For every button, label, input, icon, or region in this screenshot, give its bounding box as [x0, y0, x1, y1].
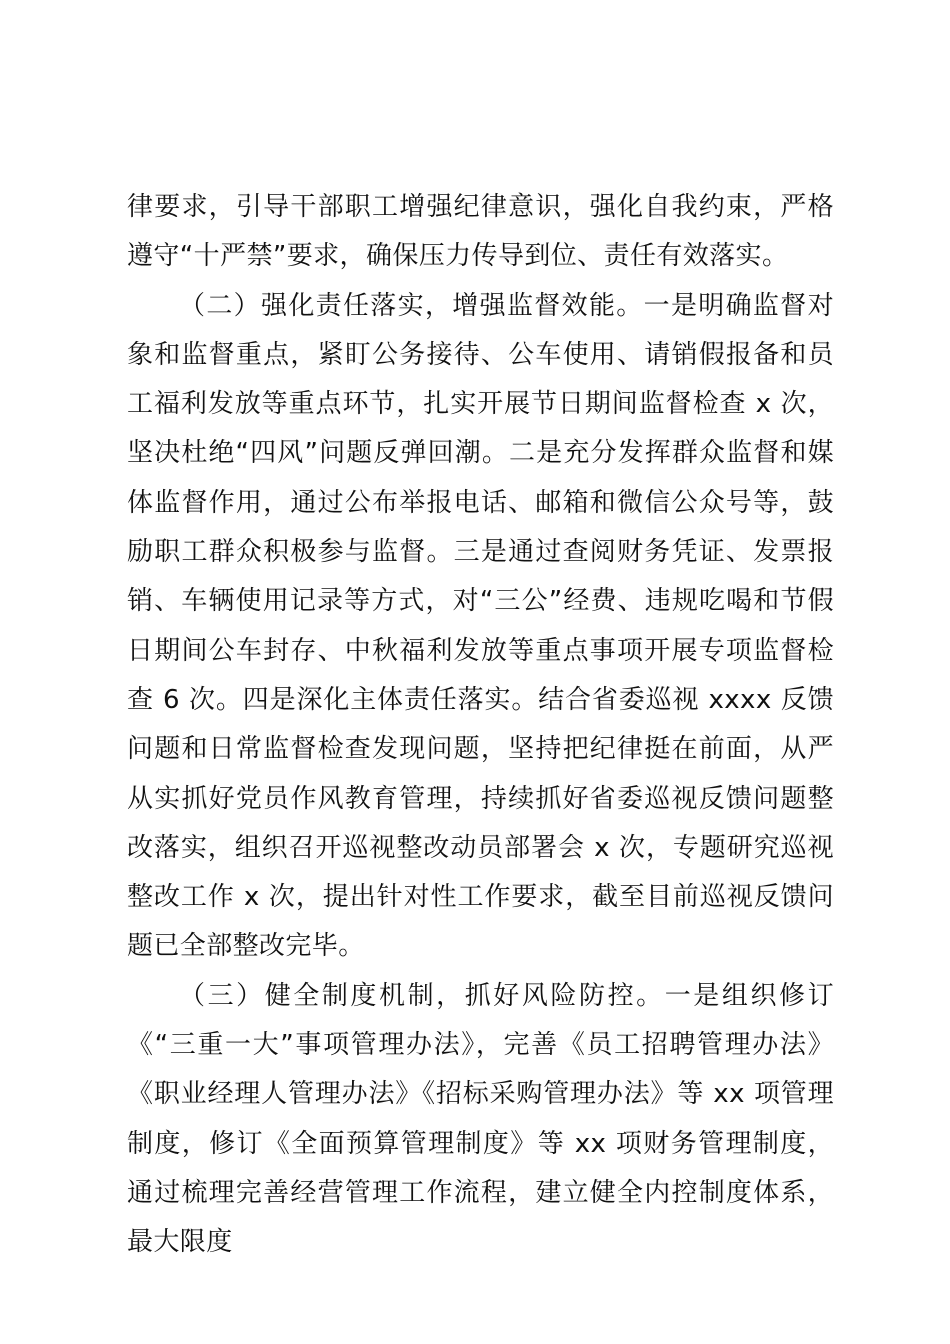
paragraph-section-two: （二）强化责任落实，增强监督效能。一是明确监督对象和监督重点，紧盯公务接待、公车使用、请销假报备和员工福利发放等重点环节，扎实开展节日期间监督检查 x 次，坚决杜绝“四风”问题反弹回潮。二是充分发挥群众监督和媒体监督作用，通过公布举报电话、邮箱和微信公众号等，鼓励职工群众积极参与监督。三是通过查阅财务凭证、发票报销、车辆使用记录等方式，对“三公”经费、违规吃喝和节假日期间公车封存、中秋福利发放等重点事项开展专项监督检查 6 次。四是深化主体责任落实。结合省委巡视 xxxx 反馈问题和日常监督检查发现问题，坚持把纪律挺在前面，从严从实抓好党员作风教育管理，持续抓好省委巡视反馈问题整改落实，组织召开巡视整改动员部署会 x 次，专题研究巡视整改工作 x 次，提出针对性工作要求，截至目前巡视反馈问题已全部整改完毕。: [127, 290, 834, 962]
paragraph-continuation: 律要求，引导干部职工增强纪律意识，强化自我约束，严格遵守“十严禁”要求，确保压力传导到位、责任有效落实。: [127, 192, 834, 272]
paragraph-section-three: （三）健全制度机制，抓好风险防控。一是组织修订《“三重一大”事项管理办法》，完善《员工招聘管理办法》《职业经理人管理办法》《招标采购管理办法》等 xx 项管理制度，修订《全面预算管理制度》等 xx 项财务管理制度，通过梳理完善经营管理工作流程，建立健全内控制度体系，最大限度: [127, 980, 834, 1258]
document-body: [127, 183, 834, 1268]
